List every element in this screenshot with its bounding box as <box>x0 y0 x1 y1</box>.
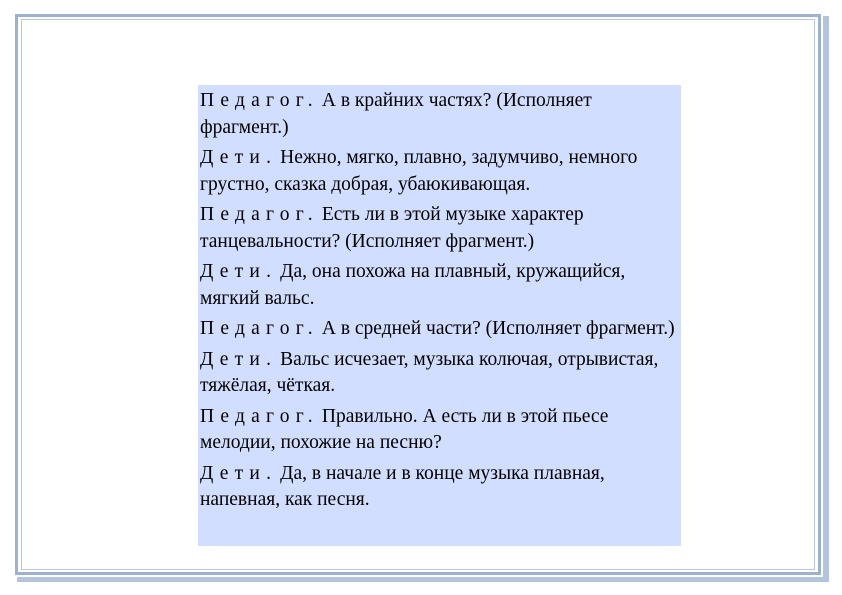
dialogue-line <box>200 88 677 141</box>
speaker-label: Дети. <box>200 462 278 484</box>
line-text: Вальс исчезает, музыка колючая, отрывистая, тяжёлая, чёткая. <box>200 348 659 396</box>
speaker-label: Педагог. <box>200 90 319 111</box>
line-text: Правильно. А есть ли в этой пьесе мелодии, похожие на песню? <box>200 405 609 453</box>
frame-shadow-right <box>823 16 829 578</box>
line-text: А в средней части? (Исполняет фрагмент.) <box>316 318 675 339</box>
dialogue-line <box>200 316 677 343</box>
speaker-label: Дети. <box>200 147 278 168</box>
speaker-label: Педагог. <box>200 204 319 225</box>
line-text: Да, она похожа на плавный, кружащийся, мягкий вальс. <box>200 261 626 309</box>
dialogue-line <box>200 461 677 514</box>
speaker-label: Педагог. <box>200 405 319 427</box>
dialogue-line <box>200 202 677 255</box>
dialogue-line <box>200 145 677 198</box>
dialogue-line <box>200 259 677 312</box>
line-text: Да, в начале и в конце музыка плавная, напевная, как песня. <box>200 462 605 510</box>
speaker-label: Педагог. <box>200 318 319 339</box>
line-text: А в крайних частях? (Исполняет фрагмент.) <box>200 90 592 138</box>
line-text: Нежно, мягко, плавно, задумчиво, немного грустно, сказка добрая, убаюкивающая. <box>200 147 638 195</box>
dialogue-text-box <box>198 85 681 546</box>
speaker-label: Дети. <box>200 348 278 370</box>
speaker-label: Дети. <box>200 261 278 282</box>
frame-shadow-bottom <box>17 577 829 582</box>
dialogue-line <box>200 404 677 457</box>
dialogue-line <box>200 347 677 400</box>
line-text: Есть ли в этой музыке характер танцевальности? (Исполняет фрагмент.) <box>200 204 584 252</box>
